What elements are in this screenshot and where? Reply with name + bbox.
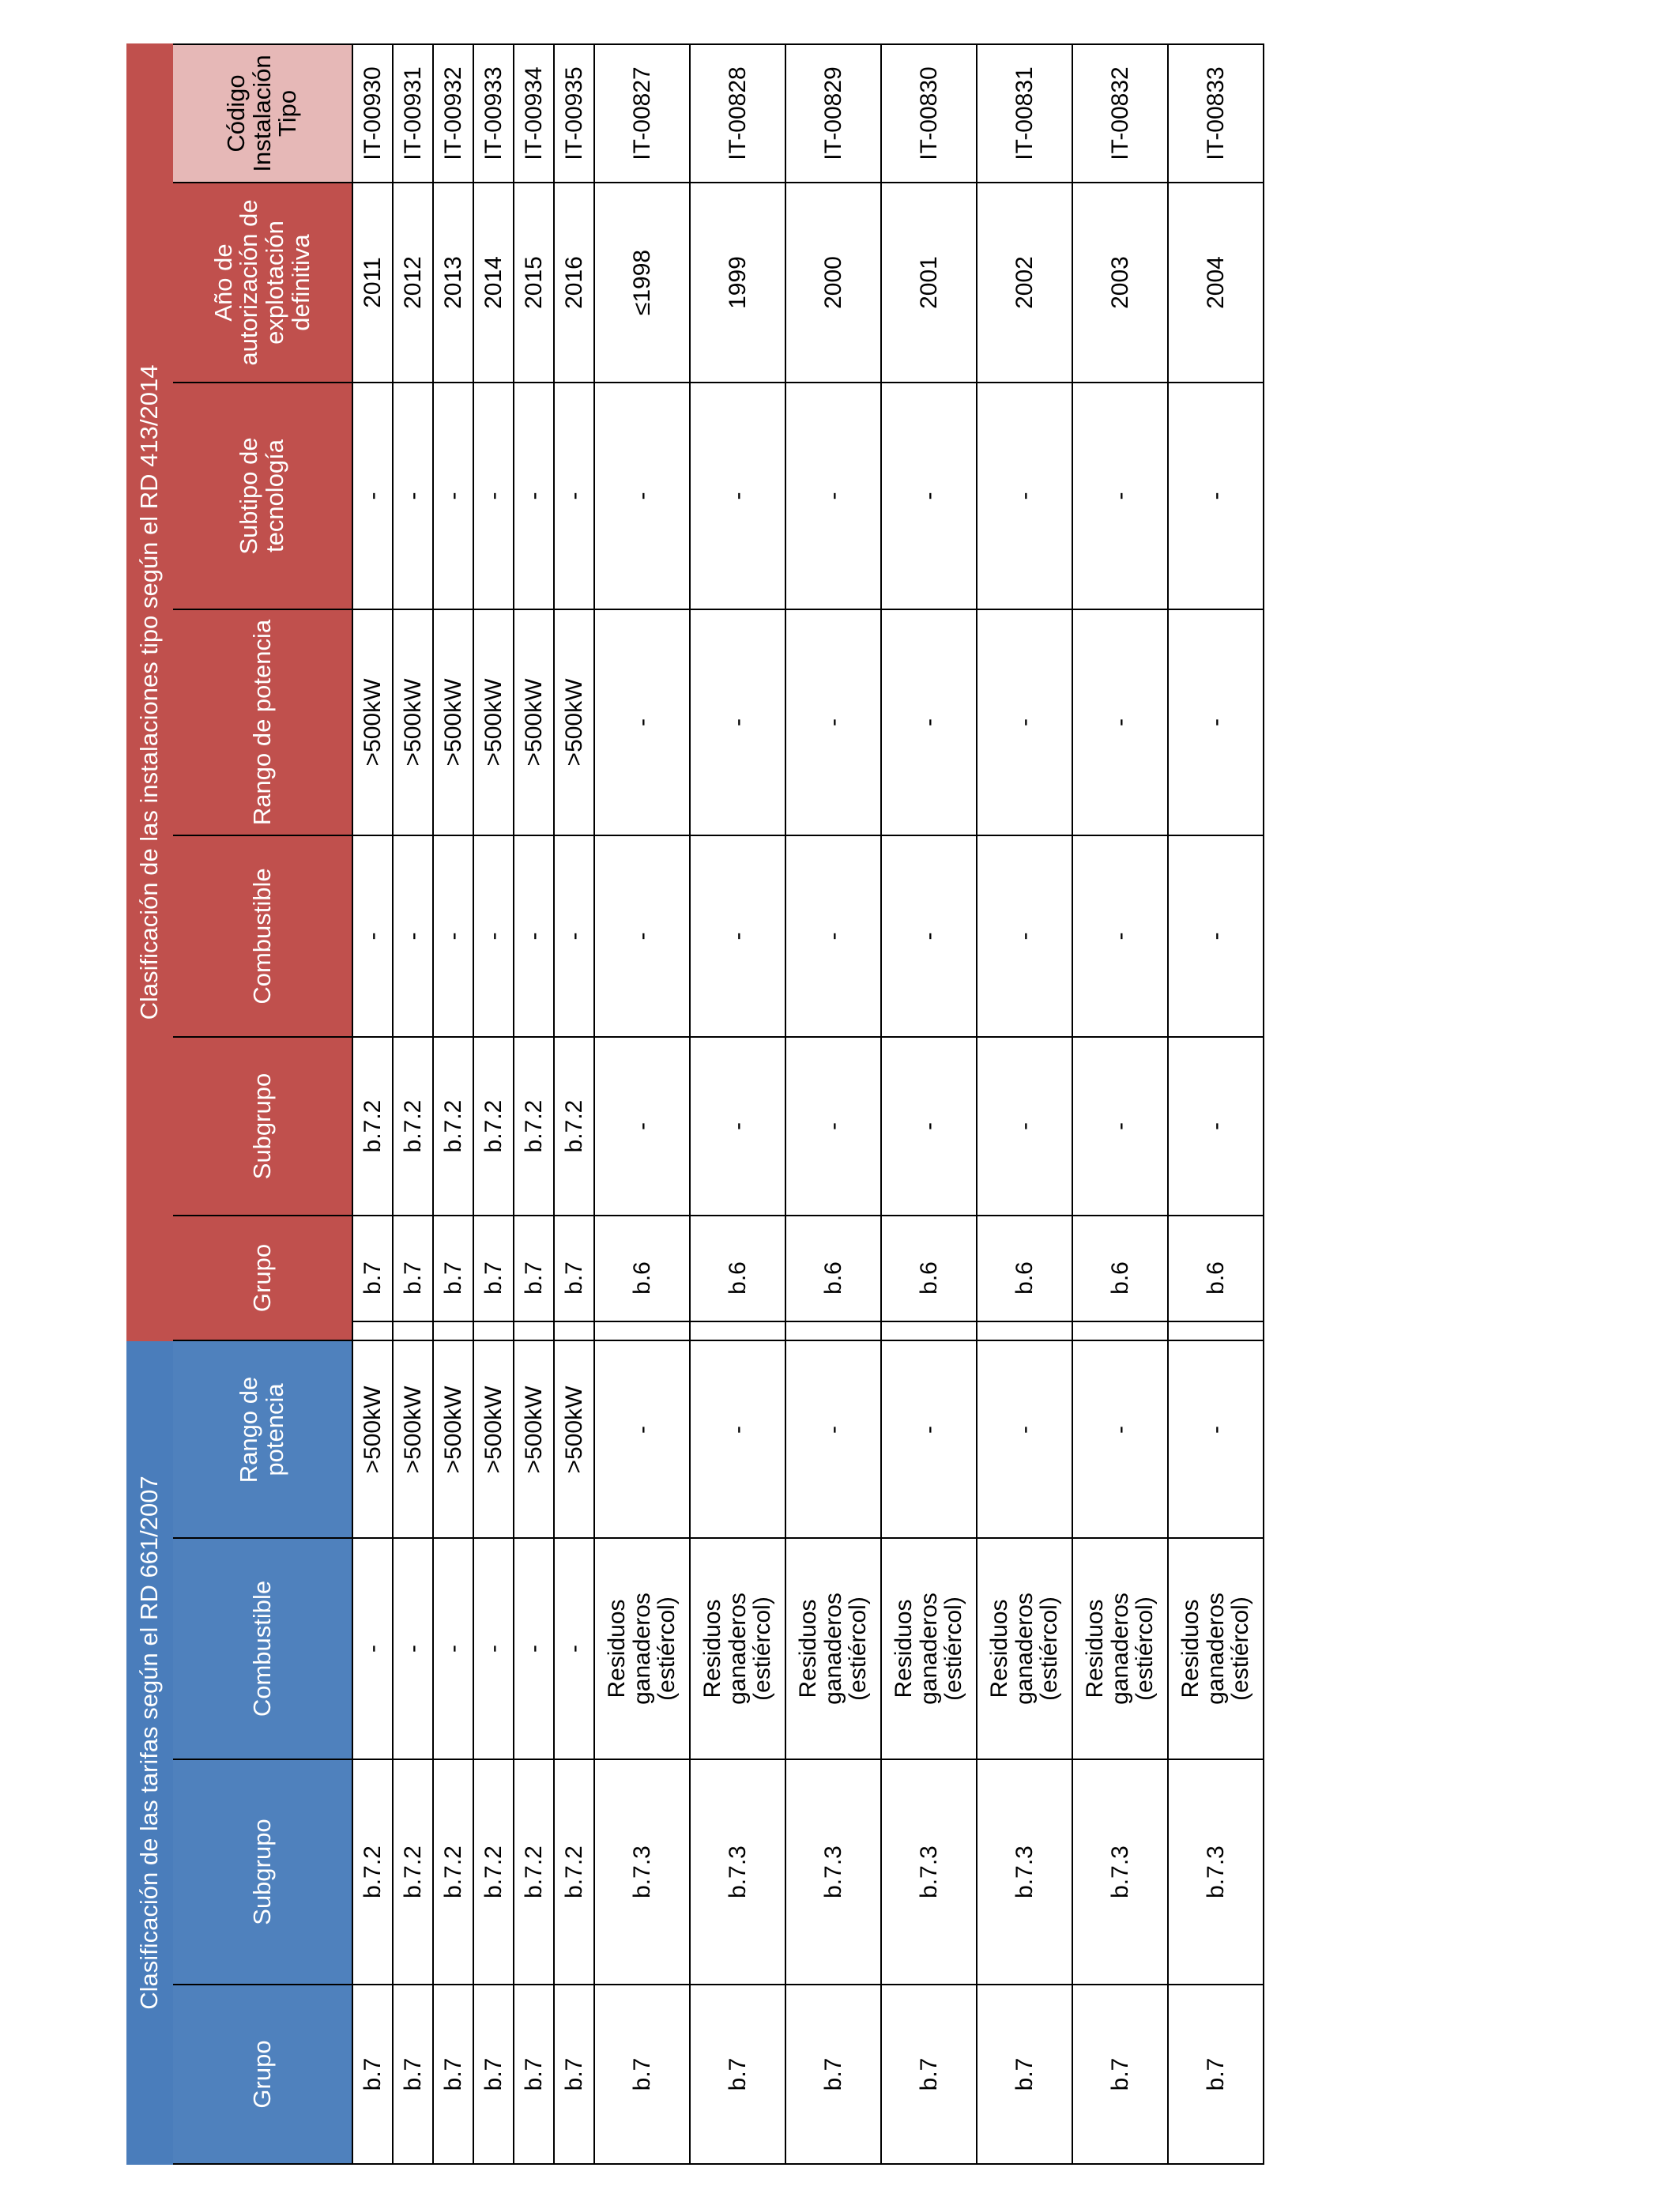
rd661-cell-combustible: - <box>473 1538 514 1759</box>
rd413-cell-combustible: - <box>977 835 1072 1037</box>
rd661-cell-subgrupo: b.7.2 <box>514 1759 554 1985</box>
rd661-cell-subgrupo: b.7.3 <box>881 1759 977 1985</box>
rd661-cell-rango: - <box>785 1321 881 1538</box>
rd413-cell-combustible: - <box>1072 835 1168 1037</box>
rd413-table-row <box>352 44 393 1340</box>
rd413-cell-combustible: - <box>594 835 690 1037</box>
rd413-cell-rango: - <box>594 609 690 835</box>
rd413-cell-subgrupo: - <box>1072 1037 1168 1216</box>
rd661-cell-subgrupo: b.7.3 <box>690 1759 785 1985</box>
rd413-table-row <box>433 44 473 1340</box>
rd413-cell-grupo: b.7 <box>554 1216 594 1340</box>
rd413-cell-rango: - <box>977 609 1072 835</box>
rd661-table-row <box>1072 1321 1168 2164</box>
rd661-cell-grupo: b.7 <box>393 1985 433 2164</box>
rd661-cell-subgrupo: b.7.2 <box>352 1759 393 1985</box>
rd661-cell-rango: - <box>977 1321 1072 1538</box>
rd661-cell-rango: >500kW <box>473 1321 514 1538</box>
rd413-cell-rango: >500kW <box>473 609 514 835</box>
rd413-cell-subgrupo: b.7.2 <box>352 1037 393 1216</box>
rd661-cell-subgrupo: b.7.3 <box>1072 1759 1168 1985</box>
rd413-header-codigo: Código Instalación Tipo <box>172 44 352 183</box>
rd413-cell-subtipo: - <box>393 383 433 609</box>
rd413-cell-codigo: IT-00829 <box>785 44 881 183</box>
rd413-cell-grupo: b.7 <box>433 1216 473 1340</box>
rd413-cell-subgrupo: b.7.2 <box>554 1037 594 1216</box>
rd661-cell-rango: >500kW <box>352 1321 393 1538</box>
rd661-cell-grupo: b.7 <box>554 1985 594 2164</box>
rd413-cell-anio: 2000 <box>785 183 881 383</box>
rd413-cell-subtipo: - <box>554 383 594 609</box>
rd661-table-row <box>433 1321 473 2164</box>
rd413-header-subgrupo: Subgrupo <box>172 1037 352 1216</box>
rd661-cell-grupo: b.7 <box>352 1985 393 2164</box>
rd413-cell-codigo: IT-00931 <box>393 44 433 183</box>
rd661-cell-grupo: b.7 <box>473 1985 514 2164</box>
rd661-table-row <box>881 1321 977 2164</box>
rd661-cell-combustible: - <box>514 1538 554 1759</box>
rd413-header-row <box>172 44 352 1340</box>
rd661-cell-rango: - <box>1168 1321 1264 1538</box>
rd661-cell-subgrupo: b.7.2 <box>393 1759 433 1985</box>
rd413-cell-rango: - <box>881 609 977 835</box>
rd413-cell-rango: >500kW <box>352 609 393 835</box>
rd413-cell-combustible: - <box>554 835 594 1037</box>
rd413-cell-subgrupo: b.7.2 <box>473 1037 514 1216</box>
rd661-cell-grupo: b.7 <box>1168 1985 1264 2164</box>
rd661-cell-combustible: Residuos ganaderos (estiércol) <box>977 1538 1072 1759</box>
rd413-cell-grupo: b.6 <box>977 1216 1072 1340</box>
rd413-cell-anio: 2001 <box>881 183 977 383</box>
rd661-cell-combustible: Residuos ganaderos (estiércol) <box>785 1538 881 1759</box>
rd413-cell-combustible: - <box>690 835 785 1037</box>
rd413-cell-anio: 2004 <box>1168 183 1264 383</box>
rd661-cell-rango: - <box>594 1321 690 1538</box>
rd413-cell-anio: 2014 <box>473 183 514 383</box>
rd413-cell-subtipo: - <box>1072 383 1168 609</box>
rd661-cell-combustible: Residuos ganaderos (estiércol) <box>690 1538 785 1759</box>
rd413-cell-grupo: b.7 <box>352 1216 393 1340</box>
rd413-cell-codigo: IT-00831 <box>977 44 1072 183</box>
rd413-table-row <box>473 44 514 1340</box>
rd413-header-rango: Rango de potencia <box>172 609 352 835</box>
rd661-cell-grupo: b.7 <box>690 1985 785 2164</box>
rd661-header-rango: Rango de potencia <box>172 1321 352 1538</box>
rd413-cell-rango: - <box>1072 609 1168 835</box>
rd661-cell-grupo: b.7 <box>881 1985 977 2164</box>
rd661-header-grupo: Grupo <box>172 1985 352 2164</box>
rd413-cell-subtipo: - <box>881 383 977 609</box>
rd661-table-row <box>393 1321 433 2164</box>
rd413-cell-codigo: IT-00934 <box>514 44 554 183</box>
rd661-table-row <box>594 1321 690 2164</box>
rd413-cell-subtipo: - <box>977 383 1072 609</box>
rd661-cell-combustible: - <box>554 1538 594 1759</box>
rd661-cell-combustible: Residuos ganaderos (estiércol) <box>1072 1538 1168 1759</box>
rd661-table-row <box>473 1321 514 2164</box>
rd413-table-row <box>690 44 785 1340</box>
rd413-cell-codigo: IT-00932 <box>433 44 473 183</box>
rd413-cell-subgrupo: b.7.2 <box>433 1037 473 1216</box>
rd413-header-grupo: Grupo <box>172 1216 352 1340</box>
rd413-cell-combustible: - <box>473 835 514 1037</box>
rd413-cell-grupo: b.6 <box>594 1216 690 1340</box>
rd413-cell-rango: - <box>1168 609 1264 835</box>
rd413-table-row <box>393 44 433 1340</box>
rd661-table-row <box>785 1321 881 2164</box>
rd661-table-row <box>514 1321 554 2164</box>
rd413-table-title: Clasificación de las instalaciones tipo según el RD 413/2014 <box>127 44 172 1340</box>
rd413-cell-subtipo: - <box>690 383 785 609</box>
rd413-cell-grupo: b.6 <box>881 1216 977 1340</box>
rd413-cell-anio: 2016 <box>554 183 594 383</box>
rd413-cell-subgrupo: - <box>1168 1037 1264 1216</box>
rd661-cell-subgrupo: b.7.2 <box>554 1759 594 1985</box>
rd661-header-subgrupo: Subgrupo <box>172 1759 352 1985</box>
rd413-cell-subtipo: - <box>594 383 690 609</box>
rd661-cell-subgrupo: b.7.3 <box>785 1759 881 1985</box>
rd413-cell-grupo: b.6 <box>785 1216 881 1340</box>
rd661-cell-combustible: Residuos ganaderos (estiércol) <box>594 1538 690 1759</box>
rd413-table-row <box>1072 44 1168 1340</box>
rd413-header-subtipo: Subtipo de tecnología <box>172 383 352 609</box>
rd413-cell-subgrupo: - <box>690 1037 785 1216</box>
rd413-cell-rango: >500kW <box>433 609 473 835</box>
rd661-cell-combustible: Residuos ganaderos (estiércol) <box>881 1538 977 1759</box>
rd661-cell-grupo: b.7 <box>433 1985 473 2164</box>
rd413-cell-anio: 2012 <box>393 183 433 383</box>
rd413-table-row <box>1168 44 1264 1340</box>
rd413-cell-codigo: IT-00930 <box>352 44 393 183</box>
rd661-cell-rango: >500kW <box>433 1321 473 1538</box>
rd413-cell-subgrupo: - <box>977 1037 1072 1216</box>
rd413-cell-subtipo: - <box>514 383 554 609</box>
rd661-header-combustible: Combustible <box>172 1538 352 1759</box>
rd413-cell-codigo: IT-00833 <box>1168 44 1264 183</box>
rd661-table-row <box>352 1321 393 2164</box>
rd413-table-row <box>977 44 1072 1340</box>
rd413-cell-subgrupo: b.7.2 <box>514 1037 554 1216</box>
rd413-table-row <box>785 44 881 1340</box>
rd413-cell-anio: ≤1998 <box>594 183 690 383</box>
rd413-cell-grupo: b.7 <box>473 1216 514 1340</box>
rd413-cell-anio: 2015 <box>514 183 554 383</box>
rd413-cell-rango: - <box>690 609 785 835</box>
rd661-header-row <box>172 1321 352 2164</box>
rd661-cell-grupo: b.7 <box>594 1985 690 2164</box>
rd413-cell-rango: - <box>785 609 881 835</box>
rd661-cell-rango: - <box>1072 1321 1168 1538</box>
rd661-table-title: Clasificación de las tarifas según el RD 661/2007 <box>127 1321 172 2164</box>
rd413-table-row <box>881 44 977 1340</box>
rd413-cell-combustible: - <box>881 835 977 1037</box>
rd413-cell-codigo: IT-00830 <box>881 44 977 183</box>
rd413-cell-anio: 1999 <box>690 183 785 383</box>
rd413-cell-codigo: IT-00933 <box>473 44 514 183</box>
rd413-cell-subgrupo: - <box>881 1037 977 1216</box>
rd413-cell-subtipo: - <box>785 383 881 609</box>
rd413-cell-subtipo: - <box>352 383 393 609</box>
rd413-cell-subtipo: - <box>433 383 473 609</box>
rd661-cell-combustible: Residuos ganaderos (estiércol) <box>1168 1538 1264 1759</box>
rd413-header-anio: Año de autorización de explotación definitiva <box>172 183 352 383</box>
rd413-cell-codigo: IT-00828 <box>690 44 785 183</box>
rd413-cell-rango: >500kW <box>554 609 594 835</box>
rd413-table-row <box>514 44 554 1340</box>
rd413-cell-codigo: IT-00832 <box>1072 44 1168 183</box>
rd661-cell-grupo: b.7 <box>514 1985 554 2164</box>
rd413-cell-grupo: b.7 <box>393 1216 433 1340</box>
rd413-cell-subgrupo: b.7.2 <box>393 1037 433 1216</box>
rd661-cell-rango: >500kW <box>393 1321 433 1538</box>
rd661-cell-subgrupo: b.7.3 <box>977 1759 1072 1985</box>
rd413-cell-subgrupo: - <box>785 1037 881 1216</box>
rd661-cell-subgrupo: b.7.2 <box>433 1759 473 1985</box>
rd661-table-row <box>690 1321 785 2164</box>
rd661-cell-subgrupo: b.7.3 <box>1168 1759 1264 1985</box>
rd413-table-row <box>554 44 594 1340</box>
rd413-cell-combustible: - <box>352 835 393 1037</box>
rd661-cell-rango: >500kW <box>514 1321 554 1538</box>
rd413-table <box>126 43 1264 1341</box>
rd413-cell-anio: 2002 <box>977 183 1072 383</box>
rd413-cell-subtipo: - <box>473 383 514 609</box>
rd661-cell-rango: >500kW <box>554 1321 594 1538</box>
rd661-cell-rango: - <box>881 1321 977 1538</box>
rd413-header-combustible: Combustible <box>172 835 352 1037</box>
rd413-cell-combustible: - <box>1168 835 1264 1037</box>
rd661-table-row <box>554 1321 594 2164</box>
rd661-cell-grupo: b.7 <box>977 1985 1072 2164</box>
rd413-cell-codigo: IT-00935 <box>554 44 594 183</box>
rd661-cell-grupo: b.7 <box>1072 1985 1168 2164</box>
rd413-cell-grupo: b.6 <box>1168 1216 1264 1340</box>
rd413-cell-combustible: - <box>785 835 881 1037</box>
rd661-cell-subgrupo: b.7.2 <box>473 1759 514 1985</box>
rd413-cell-anio: 2003 <box>1072 183 1168 383</box>
rd661-cell-combustible: - <box>352 1538 393 1759</box>
rd661-table-row <box>1168 1321 1264 2164</box>
rd413-cell-combustible: - <box>433 835 473 1037</box>
rd661-cell-combustible: - <box>433 1538 473 1759</box>
rd413-cell-grupo: b.6 <box>1072 1216 1168 1340</box>
rd661-cell-rango: - <box>690 1321 785 1538</box>
rd661-table-row <box>977 1321 1072 2164</box>
rd413-cell-combustible: - <box>514 835 554 1037</box>
rd413-cell-grupo: b.7 <box>514 1216 554 1340</box>
rd413-cell-subtipo: - <box>1168 383 1264 609</box>
rd413-cell-rango: >500kW <box>393 609 433 835</box>
rd413-cell-anio: 2013 <box>433 183 473 383</box>
rd413-cell-anio: 2011 <box>352 183 393 383</box>
rd413-cell-rango: >500kW <box>514 609 554 835</box>
rd413-cell-codigo: IT-00827 <box>594 44 690 183</box>
rd661-cell-combustible: - <box>393 1538 433 1759</box>
rd661-table <box>126 1321 1264 2165</box>
rd413-cell-combustible: - <box>393 835 433 1037</box>
rd413-cell-grupo: b.6 <box>690 1216 785 1340</box>
rd413-cell-subgrupo: - <box>594 1037 690 1216</box>
rd661-cell-subgrupo: b.7.3 <box>594 1759 690 1985</box>
rd413-table-row <box>594 44 690 1340</box>
rd661-cell-grupo: b.7 <box>785 1985 881 2164</box>
